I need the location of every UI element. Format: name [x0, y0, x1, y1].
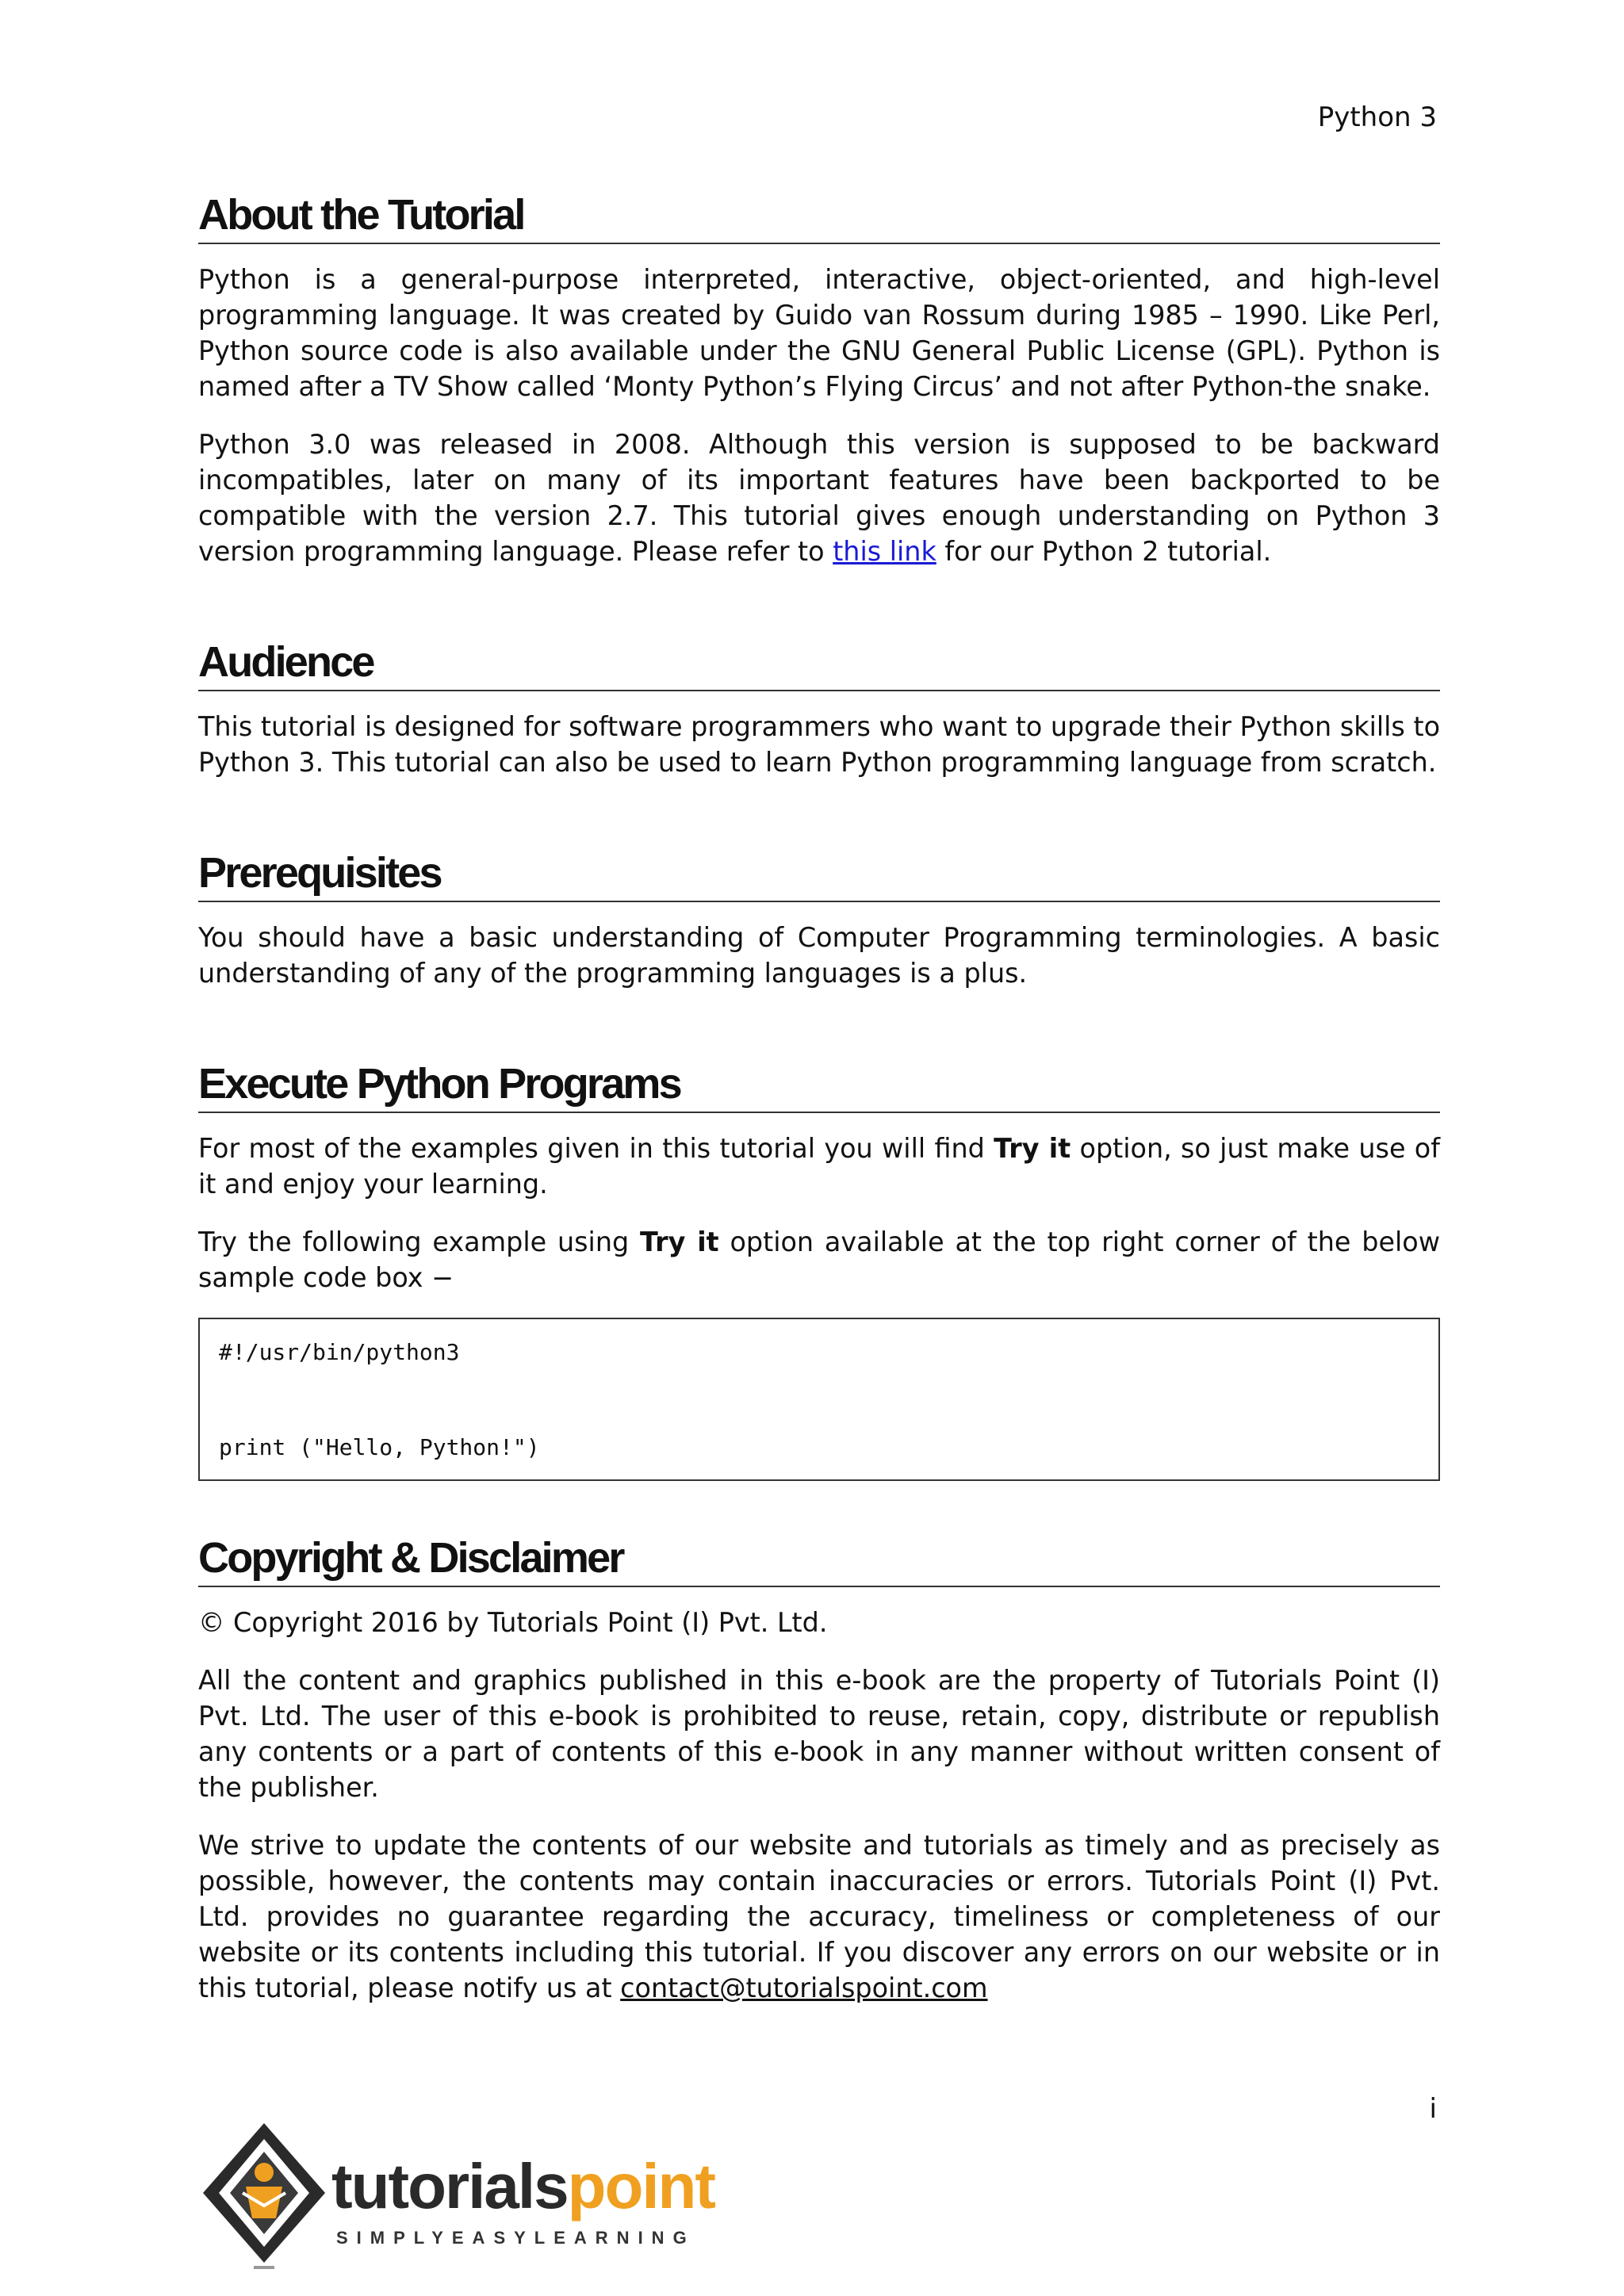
heading-about-tutorial: About the Tutorial	[198, 190, 1440, 244]
heading-audience: Audience	[198, 637, 1440, 691]
copyright-paragraph-2: All the content and graphics published in this e-book are the property of Tutorials Point (I) Pvt. Ltd. The user of this e-book is prohibited to reuse, retain, copy, distribute or republish any contents or a part of contents of this e-book in any manner without written consent of the publisher.	[198, 1665, 1440, 1804]
heading-execute-python: Execute Python Programs	[198, 1059, 1440, 1113]
code-line-print: print ("Hello, Python!")	[219, 1434, 540, 1461]
about-p2-text-before: Python 3.0 was released in 2008. Although this version is supposed to be backward incompatibles, later on many of its important features have been backported to be compatible with the version 2.7. This tutorial gives enough understanding on Python 3 version programming language. Please refer to	[198, 429, 1440, 568]
section-spacer	[198, 591, 1440, 637]
contact-email-link[interactable]: contact@tutorialspoint.com	[620, 1973, 988, 2004]
section-spacer	[198, 1013, 1440, 1059]
copyright-paragraph-3	[198, 1827, 1440, 2006]
prerequisites-paragraph: You should have a basic understanding of Computer Programming terminologies. A basic understanding of any of the programming languages is a plus.	[198, 922, 1440, 989]
logo-tagline: SIMPLYEASYLEARNING	[336, 2228, 695, 2248]
logo-word-accent: point	[567, 2151, 715, 2221]
execute-p1-after: option, so just make use of it and enjoy your learning.	[198, 1133, 1440, 1200]
running-header: Python 3	[1317, 101, 1437, 133]
page-number: i	[1429, 2093, 1437, 2125]
execute-paragraph-1	[198, 1131, 1440, 1202]
heading-copyright: Copyright & Disclaimer	[198, 1533, 1440, 1587]
sample-code-box	[198, 1318, 1440, 1481]
audience-paragraph: This tutorial is designed for software programmers who want to upgrade their Python skills to Python 3. This tutorial can also be used to learn Python programming language from scratch.	[198, 711, 1440, 779]
logo-wordmark	[331, 2151, 715, 2221]
execute-p1-before: For most of the examples given in this tutorial you will find	[198, 1133, 994, 1165]
try-it-bold-2: Try it	[640, 1226, 719, 1258]
section-spacer	[198, 802, 1440, 848]
try-it-bold-1: Try it	[994, 1133, 1071, 1165]
tutorialspoint-logo	[197, 2117, 715, 2275]
execute-paragraph-2	[198, 1224, 1440, 1295]
logo-diamond-icon	[197, 2117, 331, 2275]
copyright-p3-text: We strive to update the contents of our website and tutorials as timely and as precisely as possible, however, the contents may contain inaccuracies or errors. Tutorials Point (I) Pvt. Ltd. provides no guarantee regarding the accuracy, timeliness or completeness of our website or its contents including this tutorial. If you discover any errors on our website or in this tutorial, please notify us at	[198, 1830, 1440, 2004]
about-paragraph-1: Python is a general-purpose interpreted, interactive, object-oriented, and high-level programming language. It was created by Guido van Rossum during 1985 – 1990. Like Perl, Python source code is also available under the GNU General Public License (GPL). Python is named after a TV Show called ‘Monty Python’s Flying Circus’ and not after Python-the snake.	[198, 264, 1440, 403]
section-spacer	[198, 1502, 1440, 1533]
about-paragraph-2	[198, 427, 1440, 569]
execute-p2-after: option available at the top right corner of the below sample code box −	[198, 1226, 1441, 1294]
code-blank-line	[219, 1368, 1419, 1432]
about-p2-text-after: for our Python 2 tutorial.	[936, 536, 1272, 568]
code-line-shebang: #!/usr/bin/python3	[219, 1339, 460, 1366]
heading-prerequisites: Prerequisites	[198, 848, 1440, 902]
page-content	[198, 190, 1440, 2028]
copyright-line: © Copyright 2016 by Tutorials Point (I) Pvt. Ltd.	[198, 1607, 828, 1639]
python2-tutorial-link[interactable]: this link	[833, 536, 936, 568]
execute-p2-before: Try the following example using	[198, 1226, 641, 1258]
logo-word-main: tutorials	[331, 2151, 568, 2221]
